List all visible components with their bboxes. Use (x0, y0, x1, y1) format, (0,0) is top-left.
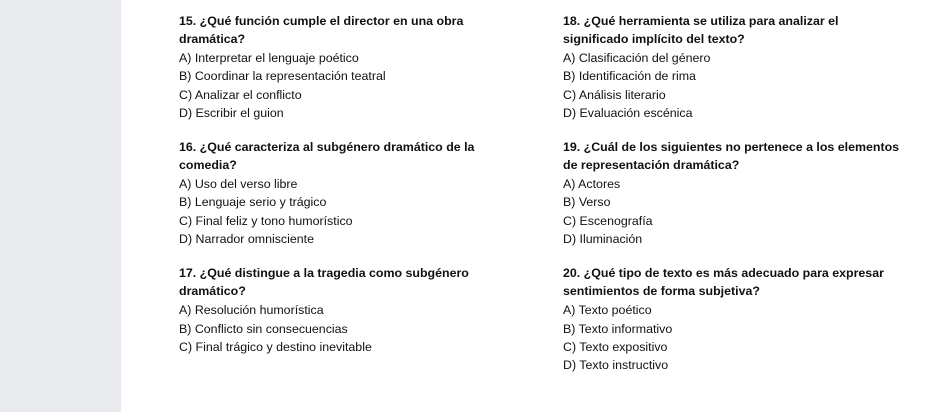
question-19 (563, 138, 903, 248)
left-column (179, 12, 519, 372)
option-c: C) Análisis literario (563, 87, 666, 102)
option-a: A) Uso del verso libre (179, 177, 298, 192)
document-page (121, 0, 933, 412)
option-b: B) Coordinar la representación teatral (179, 69, 386, 84)
option-d: D) Escribir el guion (179, 105, 284, 120)
question-title: 17. ¿Qué distingue a la tragedia como subgénero dramático? (179, 266, 469, 299)
option-b: B) Texto informativo (563, 321, 673, 336)
question-18 (563, 12, 903, 122)
question-15 (179, 12, 519, 122)
question-17 (179, 264, 519, 356)
option-c: C) Analizar el conflicto (179, 87, 302, 102)
option-b: B) Identificación de rima (563, 69, 696, 84)
option-a: A) Interpretar el lenguaje poético (179, 51, 359, 65)
question-title: 15. ¿Qué función cumple el director en una obra dramática? (179, 14, 464, 46)
option-a: A) Clasificación del género (563, 51, 711, 65)
question-16 (179, 138, 519, 248)
option-d: D) Evaluación escénica (563, 105, 693, 120)
question-title: 16. ¿Qué caracteriza al subgénero dramático de la comedia? (179, 140, 475, 173)
right-column (563, 12, 903, 391)
option-d: D) Texto instructivo (563, 358, 669, 373)
question-title: 18. ¿Qué herramienta se utiliza para analizar el significado implícito del texto? (563, 14, 839, 46)
option-a: A) Actores (563, 177, 621, 192)
question-20 (563, 264, 903, 374)
question-title: 20. ¿Qué tipo de texto es más adecuado para expresar sentimientos de forma subjetiva? (563, 266, 884, 299)
option-b: B) Verso (563, 195, 611, 210)
option-d: D) Iluminación (563, 232, 643, 247)
option-b: B) Conflicto sin consecuencias (179, 321, 348, 336)
option-a: A) Texto poético (563, 303, 652, 318)
option-c: C) Final feliz y tono humorístico (179, 213, 353, 228)
question-title: 19. ¿Cuál de los siguientes no pertenece a los elementos de representación dramática? (563, 140, 900, 173)
option-a: A) Resolución humorística (179, 303, 324, 318)
option-c: C) Final trágico y destino inevitable (179, 339, 372, 354)
option-d: D) Narrador omnisciente (179, 232, 314, 247)
option-c: C) Texto expositivo (563, 339, 668, 354)
option-b: B) Lenguaje serio y trágico (179, 195, 327, 210)
option-c: C) Escenografía (563, 213, 653, 228)
